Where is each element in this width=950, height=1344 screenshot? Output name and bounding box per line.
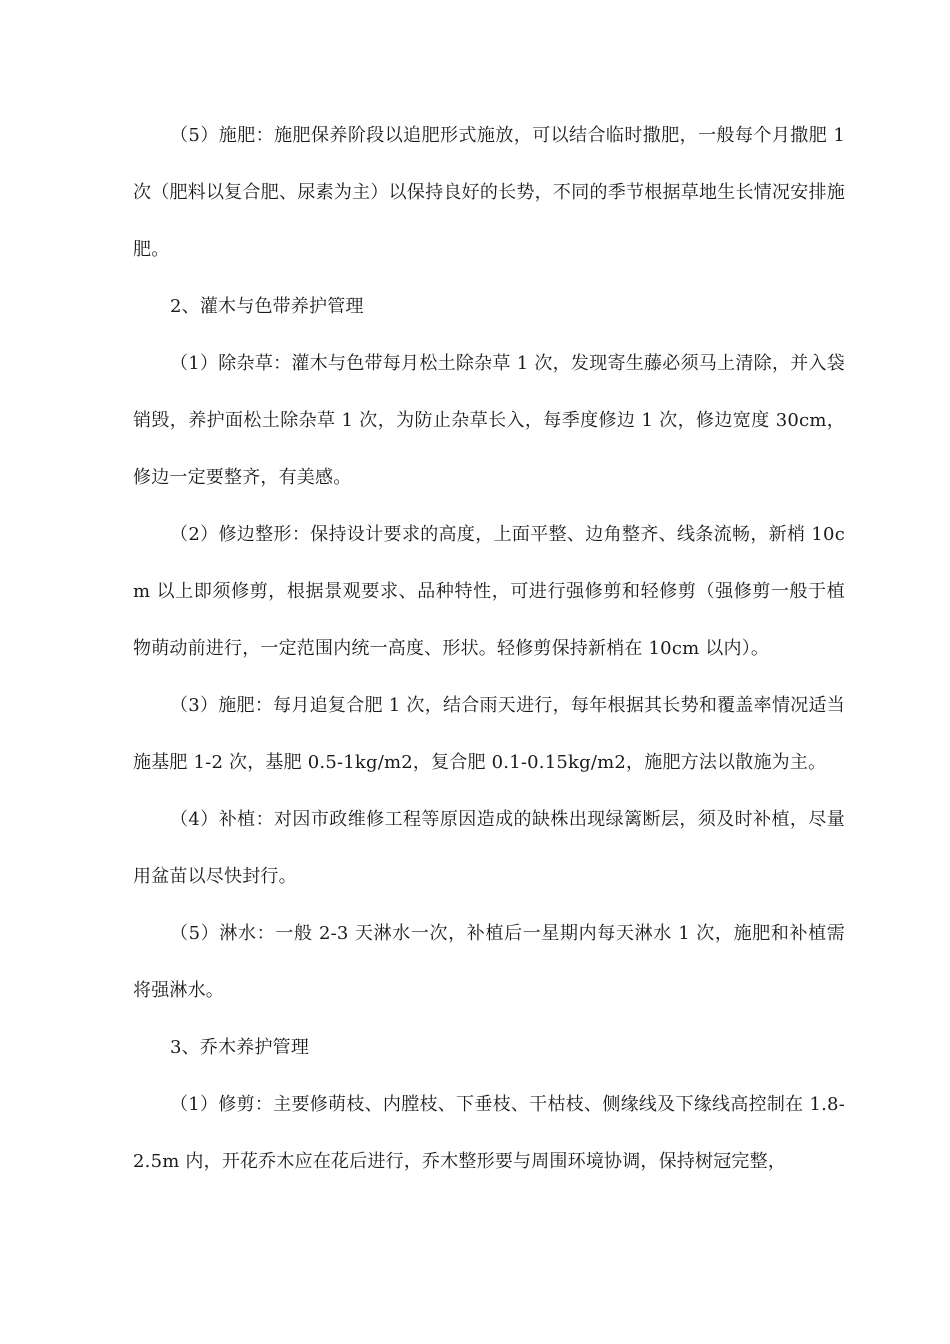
- section-heading-shrub-management: 2、灌木与色带养护管理: [170, 296, 364, 317]
- paragraph-replanting: （4）补植：对因市政维修工程等原因造成的缺株出现绿篱断层，须及时补植，尽量用盆苗以尽快封行。: [133, 809, 845, 887]
- paragraph-fertilizing-shrub: （3）施肥：每月追复合肥 1 次，结合雨天进行，每年根据其长势和覆盖率情况适当施基肥 1-2 次，基肥 0.5-1kg/m2，复合肥 0.1-0.15kg/m2，施肥方法以散施为主。: [133, 695, 845, 773]
- paragraph-watering: （5）淋水：一般 2-3 天淋水一次，补植后一星期内每天淋水 1 次，施肥和补植需将强淋水。: [133, 923, 845, 1001]
- paragraph-fertilizing-lawn: （5）施肥：施肥保养阶段以追肥形式施放，可以结合临时撒肥，一般每个月撒肥 1 次（肥料以复合肥、尿素为主）以保持良好的长势，不同的季节根据草地生长情况安排施肥。: [133, 125, 845, 260]
- paragraph-weeding: （1）除杂草：灌木与色带每月松土除杂草 1 次，发现寄生藤必须马上清除，并入袋销毁，养护面松土除杂草 1 次，为防止杂草长入，每季度修边 1 次，修边宽度 30cm，修边一定要整齐，有美感。: [133, 353, 845, 488]
- section-heading-tree-management: 3、乔木养护管理: [170, 1037, 310, 1058]
- document-body: [133, 107, 845, 1190]
- paragraph-trimming: （2）修边整形：保持设计要求的高度，上面平整、边角整齐、线条流畅，新梢 10cm 以上即须修剪，根据景观要求、品种特性，可进行强修剪和轻修剪（强修剪一般于植物萌动前进行，一定范围内统一高度、形状。轻修剪保持新梢在 10cm 以内）。: [133, 524, 845, 659]
- paragraph-pruning: （1）修剪：主要修萌枝、内膛枝、下垂枝、干枯枝、侧缘线及下缘线高控制在 1.8-2.5m 内，开花乔木应在花后进行，乔木整形要与周围环境协调，保持树冠完整，: [133, 1094, 845, 1172]
